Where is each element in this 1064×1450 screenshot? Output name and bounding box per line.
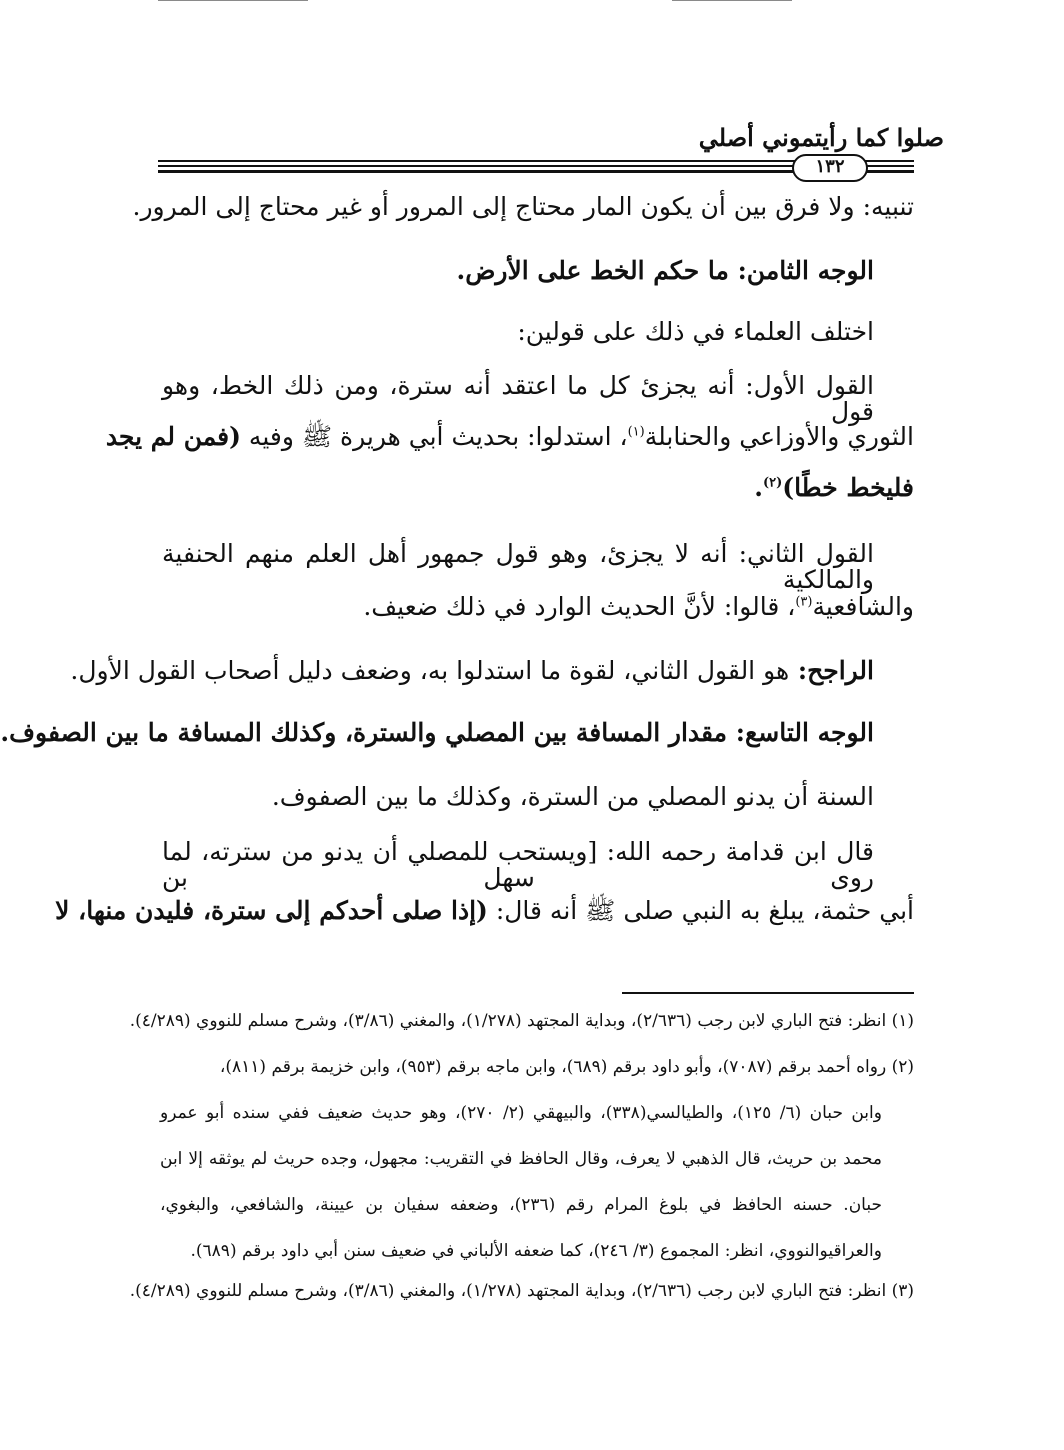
paragraph-line xyxy=(55,896,914,925)
paragraph-line xyxy=(162,594,914,620)
footnote-2: (٢) رواه أحمد برقم (٧٠٨٧)، وأبو داود برقم (٦٨٩)، وابن ماجه برقم (٩٥٣)، وابن خزيمة برقم (٨١١)، xyxy=(219,1057,914,1077)
paragraph-line: قال ابن قدامة رحمه الله: [ويستحب للمصلي أن يدنو من سترته، لما روى سهل بن xyxy=(162,837,874,893)
hadith-quote: (فمن لم يجد xyxy=(105,422,241,451)
text-run: ، قالوا: لأنَّ الحديث الوارد في ذلك ضعيف. xyxy=(363,592,796,621)
footnote-1: (١) انظر: فتح الباري لابن رجب (٢/٦٣٦)، وبداية المجتهد (١/٢٧٨)، والمغني (٣/٨٦)، وشرح مسلم للنووي (٤/٢٨٩). xyxy=(129,1011,914,1031)
text-run: . xyxy=(754,473,763,502)
section-heading-eighth: الوجه الثامن: ما حكم الخط على الأرض. xyxy=(456,256,874,285)
label-preponderant: الراجح: xyxy=(789,656,874,685)
scan-edge-line-right xyxy=(672,0,792,1)
page-number-badge: ١٣٢ xyxy=(792,154,868,182)
text-run: الثوري والأوزاعي والحنابلة xyxy=(644,422,914,451)
footnote-separator xyxy=(622,992,914,994)
hadith-quote: فليخط خطًا) xyxy=(782,473,914,502)
footnote-ref[interactable]: (٣) xyxy=(795,594,813,610)
footnote-2-continuation: والعراقيوالنووي، انظر: المجموع (٣/ ٢٤٦)، كما ضعفه الألباني في ضعيف سنن أبي داود برقم (٦٨٩). xyxy=(190,1241,882,1261)
text-run: ، استدلوا: بحديث أبي هريرة ﷺ وفيه xyxy=(240,422,628,451)
text-run: أبي حثمة، يبلغ به النبي صلى ﷺ أنه قال: xyxy=(487,896,914,925)
section-heading-ninth: الوجه التاسع: مقدار المسافة بين المصلي والسترة، وكذلك المسافة ما بين الصفوف. xyxy=(0,718,874,747)
running-title: صلوا كما رأيتموني أصلي xyxy=(698,123,944,152)
hadith-quote: (إذا صلى أحدكم إلى سترة، فليدن منها، لا xyxy=(55,896,488,925)
paragraph-line: اختلف العلماء في ذلك على قولين: xyxy=(517,317,874,346)
paragraph-line xyxy=(162,475,914,501)
text-run: والشافعية xyxy=(812,592,914,621)
text-run: هو القول الثاني، لقوة ما استدلوا به، وضعف دليل أصحاب القول الأول. xyxy=(70,656,790,685)
footnote-ref[interactable]: (٢) xyxy=(762,475,783,491)
footnote-ref[interactable]: (١) xyxy=(627,424,645,440)
paragraph-line xyxy=(105,422,914,451)
footnote-2-continuation: وابن حبان (٦/ ١٢٥)، والطيالسي(٣٣٨)، والبيهقي (٢/ ٢٧٠)، وهو حديث ضعيف ففي سنده أبو عمرو xyxy=(160,1103,882,1123)
footnote-2-continuation: حبان. حسنه الحافظ في بلوغ المرام رقم (٢٣٦)، وضعفه سفيان بن عيينة، والشافعي، والبغوي، xyxy=(160,1195,882,1215)
note-line: تنبيه: ولا فرق بين أن يكون المار محتاج إلى المرور أو غير محتاج إلى المرور. xyxy=(132,192,914,221)
paragraph-line: القول الثاني: أنه لا يجزئ، وهو قول جمهور أهل العلم منهم الحنفية والمالكية xyxy=(162,539,874,595)
paragraph-line: السنة أن يدنو المصلي من السترة، وكذلك ما بين الصفوف. xyxy=(271,782,874,811)
scan-edge-line-left xyxy=(158,0,308,1)
footnote-2-continuation: محمد بن حريث، قال الذهبي لا يعرف، وقال الحافظ في التقريب: مجهول، وجده حريث لم يوثقه إلا ابن xyxy=(160,1149,882,1169)
paragraph-line: القول الأول: أنه يجزئ كل ما اعتقد أنه سترة، ومن ذلك الخط، وهو قول xyxy=(162,371,874,427)
paragraph-line xyxy=(70,656,874,685)
footnote-3: (٣) انظر: فتح الباري لابن رجب (٢/٦٣٦)، وبداية المجتهد (١/٢٧٨)، والمغني (٣/٨٦)، وشرح مسلم للنووي (٤/٢٨٩). xyxy=(129,1281,914,1301)
